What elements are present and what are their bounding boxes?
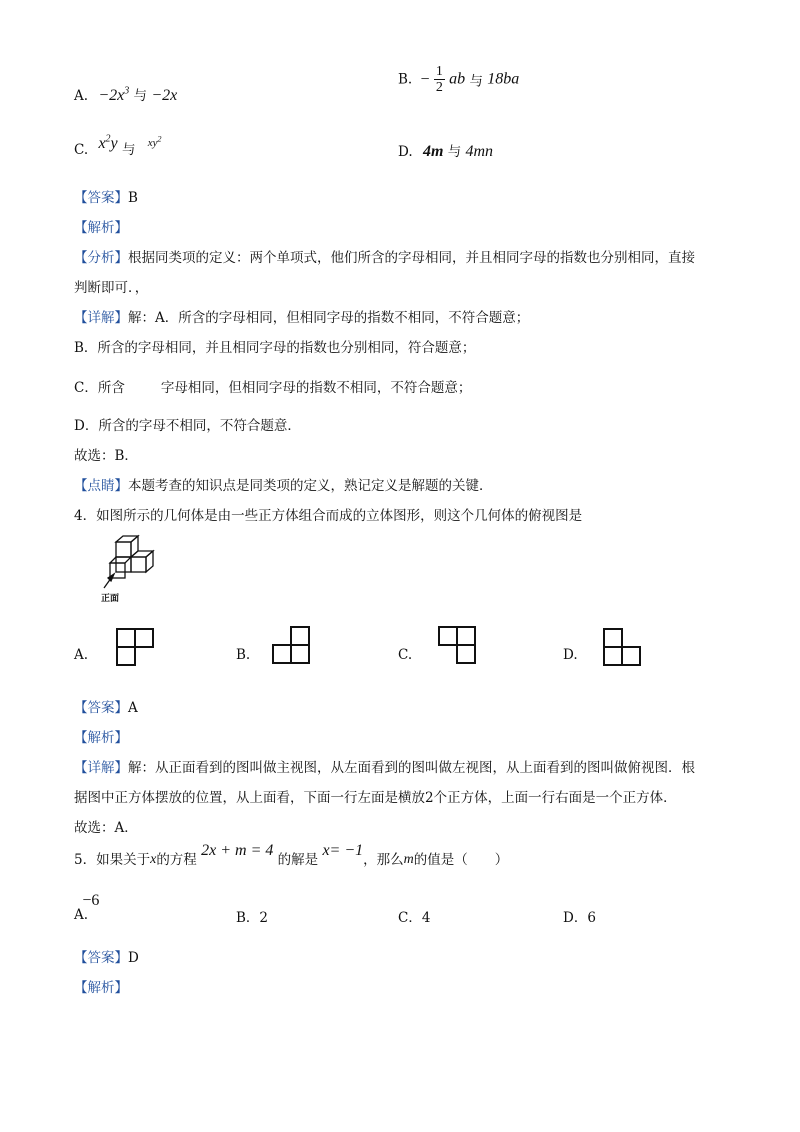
q3-fenxi-line2: 判断即可．，: [74, 280, 149, 296]
q4-option-d-label: D.: [563, 647, 578, 663]
q3-option-c: C. $x^2y$ 与 $^{xy^2}$: [74, 133, 162, 158]
q5-answer: 【答案】D: [74, 950, 139, 966]
q4-option-c-figure[interactable]: [438, 626, 478, 666]
q4-option-a-label: A.: [74, 647, 89, 663]
q4-option-c-label: C.: [398, 647, 413, 663]
q4-option-b-figure[interactable]: [272, 626, 312, 666]
q3-choose: 故选：B．: [74, 448, 138, 464]
q3-detail-c: C．所含 字母相同，但相同字母的指数不相同，不符合题意；: [74, 380, 472, 396]
front-label: 正面: [101, 594, 120, 604]
q5-option-c: C．4: [398, 910, 431, 926]
q4-question: 4．如图所示的几何体是由一些正方体组合而成的立体图形，则这个几何体的俯视图是: [74, 508, 583, 524]
q4-answer: 【答案】A: [74, 700, 138, 716]
q5-analysis-heading: 【解析】: [74, 980, 128, 996]
q5-option-b: B．2: [236, 910, 269, 926]
q4-analysis-heading: 【解析】: [74, 730, 128, 746]
q5-option-a: A. −6: [74, 892, 100, 923]
q4-detail-line2: 据图中正方体摆放的位置，从上面看，下面一行左面是横放2个正方体，上面一行右面是一个正方体．: [74, 790, 677, 806]
q3-option-a: A. $-2x^3$ 与 −2x: [74, 85, 178, 104]
q5-option-d: D．6: [563, 910, 596, 926]
q3-detail-d: D．所含的字母不相同，不符合题意．: [74, 418, 301, 434]
q3-comment: 【点睛】本题考查的知识点是同类项的定义，熟记定义是解题的关键．: [74, 478, 493, 494]
q3-detail-a: 【详解】解：A．所含的字母相同，但相同字母的指数不相同，不符合题意；: [74, 310, 530, 326]
q4-option-b-label: B.: [236, 647, 251, 663]
q3-option-b: B. − $\frac{1}{2}$ ab 与 18ba: [398, 64, 520, 95]
q4-choose: 故选：A．: [74, 820, 138, 836]
fraction-one-half: $\frac{1}{2}$: [435, 64, 443, 95]
q3-fenxi: 【分析】根据同类项的定义：两个单项式，他们所含的字母相同，并且相同字母的指数也分别相同，直接: [74, 250, 695, 266]
q4-detail: 【详解】解：从正面看到的图叫做主视图，从左面看到的图叫做左视图，从上面看到的图叫做俯视图．根: [74, 760, 695, 776]
q3-option-d: D. 4m 与 4mn: [398, 143, 494, 160]
q4-option-a-figure[interactable]: [116, 628, 156, 668]
q5-question: 5．如果关于x的方程 2x + m = 4 的解是 x= −1，那么m的值是（ ）: [74, 842, 509, 868]
q3-analysis-heading: 【解析】: [74, 220, 128, 236]
q4-option-d-figure[interactable]: [603, 628, 643, 668]
q3-answer: 【答案】B: [74, 190, 138, 206]
q3-detail-b: B．所含的字母相同，并且相同字母的指数也分别相同，符合题意；: [74, 340, 476, 356]
